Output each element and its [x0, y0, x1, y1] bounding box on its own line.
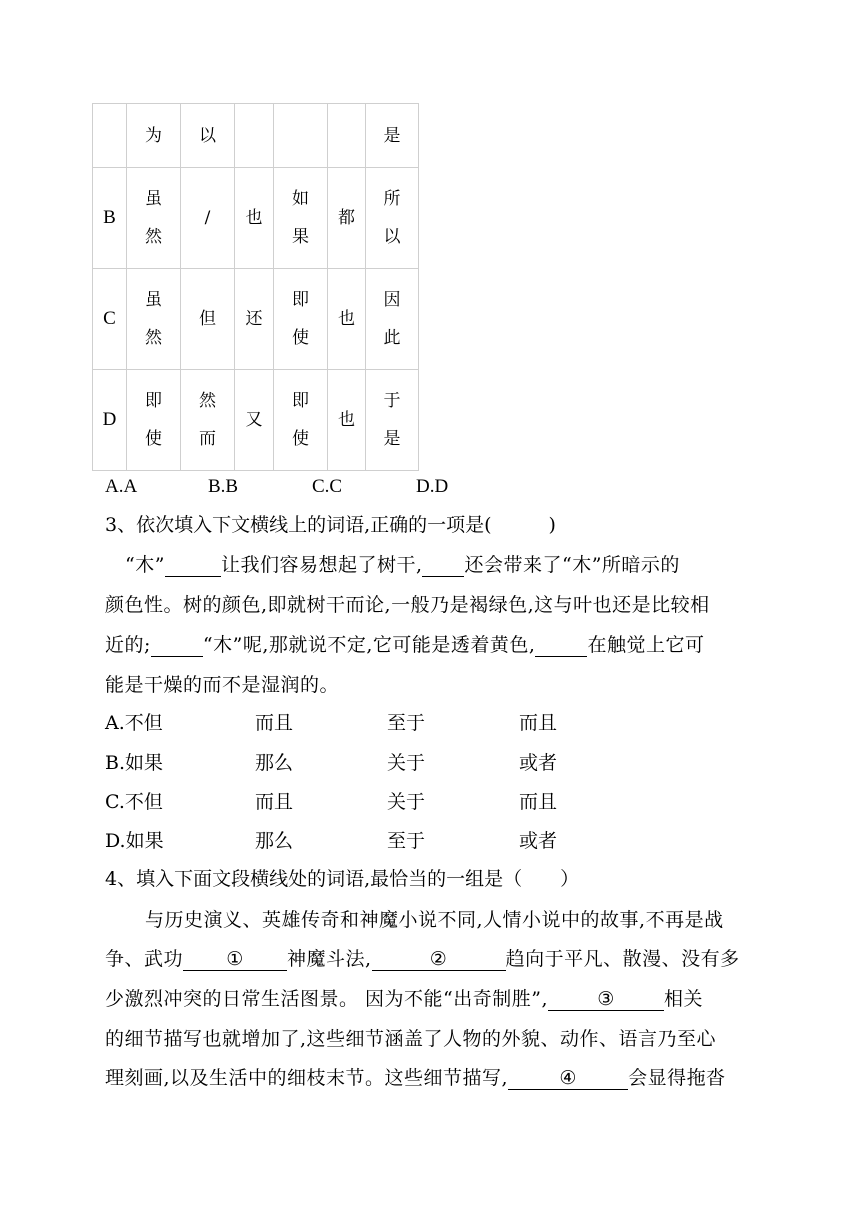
question-4-paragraph-line: 理刻画,以及生活中的细枝末节。这些细节描写, ④ 会显得拖沓 — [105, 1067, 726, 1089]
table-cell: 即使 — [292, 290, 309, 348]
table-cell — [93, 104, 127, 168]
table-cell: 因此 — [383, 290, 401, 348]
table-cell: C — [93, 269, 127, 370]
table-cell: 是 — [383, 125, 401, 146]
question-3-title: 3、依次填入下文横线上的词语,正确的一项是( ) — [105, 514, 556, 536]
question-4-paragraph-line: 争、武功 ① 神魔斗法, ② 趋向于平凡、散漫、没有多 — [105, 948, 740, 970]
blank-line — [535, 634, 587, 657]
document-page: 为 以 是 B 虽然 / 也 如果 都 所以 C 虽然 但 还 即使 也 因此 D 即使 然而 又 即使 也 于是 A.A B.B C.C D.D 3、依次填入下文横线上的词语,正确的一项是( ) “木” 让我们容易想起了树干, 还会带来了“木”所暗示的 颜色性。树的颜色,即就树干而论,一般乃是褐绿色,这与叶也还是比较相 近的; “木”呢,那就说不定,它可能是透着黄色, 在触觉上它可 能是干燥的而不是湿润的。 A.不但 而且 至于 而且 B.如果 那么 关于 或者 C.不但 而且 关于 而且 D.如果 那么 至于 或者 4、填入下面文段横线处的词语,最恰当的一组是（ ） 与历史演义、英雄传奇和神魔小说不同,人情小说中的故事,不再是战 争、武功 ① 神魔斗法, ② 趋向于平凡、散漫、没有多 少激烈冲突的日常生活图景。 因为不能“出奇制胜”, ③ 相关 的细节描写也就增加了,这些细节涵盖了人物的外貌、动作、语言乃至心 理刻画,以及生活中的细枝末节。这些细节描写, ④ 会显得拖沓 — [0, 0, 860, 1216]
question-4-paragraph-line: 的细节描写也就增加了,这些细节涵盖了人物的外貌、动作、语言乃至心 — [105, 1028, 717, 1050]
answer-choice-d[interactable]: D.D — [416, 476, 449, 497]
question-3-paragraph-line: 近的; “木”呢,那就说不定,它可能是透着黄色, 在触觉上它可 — [105, 634, 705, 656]
table-cell: / — [204, 208, 211, 228]
table-row — [93, 269, 419, 370]
table-cell: 于是 — [383, 391, 401, 449]
blank-line — [422, 554, 464, 577]
table-cell: 如果 — [292, 189, 309, 247]
options-table — [92, 103, 419, 471]
table-cell: 也 — [245, 208, 263, 228]
table-cell: 虽然 — [145, 189, 162, 247]
blank-1: ① — [183, 948, 287, 971]
answer-choice-b[interactable]: B.B — [208, 476, 239, 497]
table-row — [93, 104, 419, 168]
table-cell: B — [93, 168, 127, 269]
table-cell: 然而 — [199, 391, 216, 449]
table-cell: 都 — [338, 208, 355, 228]
question-4-paragraph-line: 少激烈冲突的日常生活图景。 因为不能“出奇制胜”, ③ 相关 — [105, 988, 704, 1010]
blank-4: ④ — [508, 1067, 628, 1090]
answer-choice-c[interactable]: C.C — [312, 476, 343, 497]
question-4-paragraph-line: 与历史演义、英雄传奇和神魔小说不同,人情小说中的故事,不再是战 — [145, 909, 724, 931]
table-cell: 也 — [338, 410, 355, 430]
question-3-paragraph-line: 颜色性。树的颜色,即就树干而论,一般乃是褐绿色,这与叶也还是比较相 — [105, 594, 710, 616]
table-row — [93, 370, 419, 471]
answer-choice-a[interactable]: A.A — [105, 476, 138, 497]
table-cell: 还 — [245, 309, 263, 329]
question-3-paragraph-line: 能是干燥的而不是湿润的。 — [105, 674, 340, 696]
table-row — [93, 168, 419, 269]
question-3-paragraph-line: “木” 让我们容易想起了树干, 还会带来了“木”所暗示的 — [125, 554, 680, 576]
blank-2: ② — [372, 948, 506, 971]
table-cell: 为 — [145, 125, 162, 146]
table-cell: 也 — [338, 309, 355, 329]
table-cell: 所以 — [383, 189, 401, 247]
table-cell: 又 — [245, 410, 263, 430]
blank-line — [151, 634, 203, 657]
table-cell: 即使 — [145, 391, 162, 449]
table-cell: 但 — [199, 309, 216, 329]
blank-line — [165, 554, 221, 577]
table-cell: 虽然 — [145, 290, 162, 348]
table-cell: D — [93, 370, 127, 471]
table-cell: 以 — [199, 125, 216, 146]
blank-3: ③ — [548, 988, 664, 1011]
table-cell: 即使 — [292, 391, 309, 449]
question-4-title: 4、填入下面文段横线处的词语,最恰当的一组是（ ） — [105, 868, 580, 890]
